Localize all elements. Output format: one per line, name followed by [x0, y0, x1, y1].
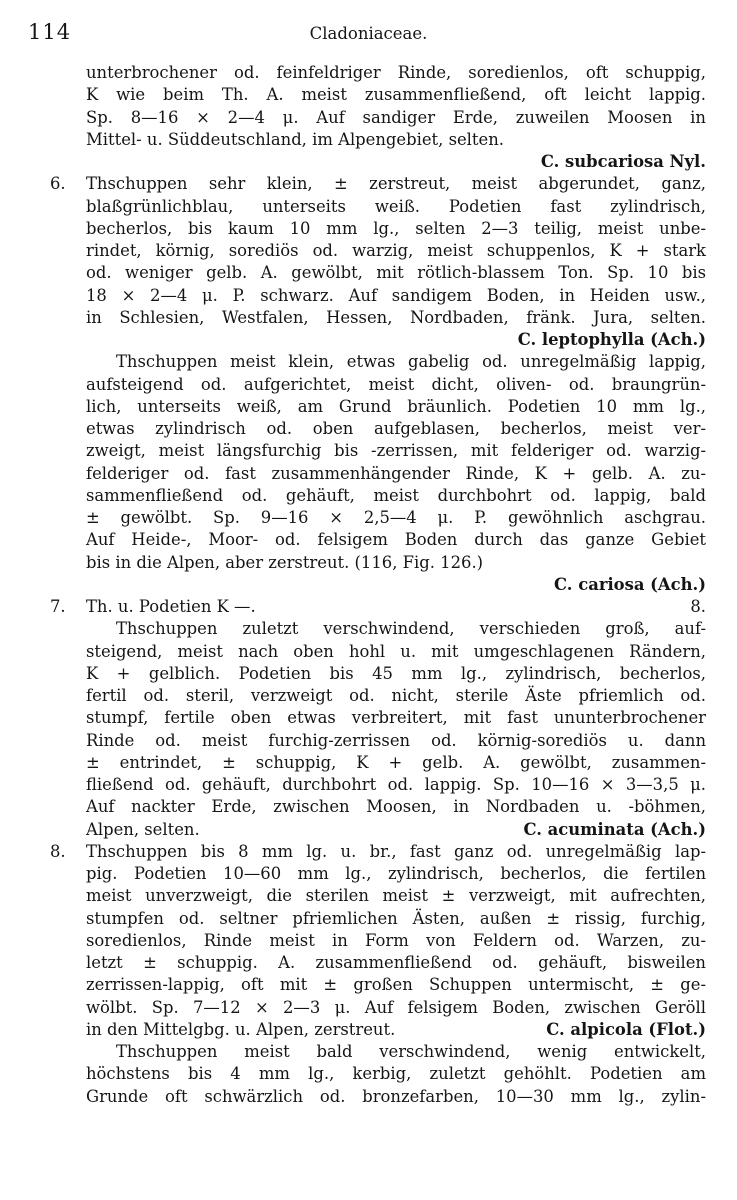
text-line: Sp. 8—16 × 2—4 μ. Auf sandiger Erde, zuweilen Moosen in	[86, 107, 706, 127]
text-line: K + gelblich. Podetien bis 45 mm lg., zylindrisch, becherlos,	[86, 663, 706, 683]
key-number: 7.	[50, 597, 66, 616]
key-line-text: Th. u. Podetien K —.	[86, 597, 256, 616]
text-line: bis in die Alpen, aber zerstreut. (116, Fig. 126.)	[86, 552, 484, 572]
key-reference: 8.	[690, 597, 706, 616]
text-line: letzt ± schuppig. A. zusammenfließend od. gehäuft, bisweilen	[86, 953, 706, 972]
body-text	[50, 62, 706, 1108]
text-line: fertil od. steril, verzweigt od. nicht, sterile Äste pfriemlich od.	[86, 686, 706, 705]
species-name-cariosa	[86, 574, 706, 596]
text-line: höchstens bis 4 mm lg., kerbig, zuletzt gehöhlt. Podetien am	[86, 1064, 706, 1084]
text-line: Thschuppen zuletzt verschwindend, verschieden groß, auf-	[116, 619, 706, 639]
text-line: ± gewölbt. Sp. 9—16 × 2,5—4 μ. P. gewöhnlich aschgrau.	[86, 508, 706, 527]
species-name-text: C. alpicola (Flot.)	[546, 1019, 706, 1039]
text-line: Alpen, selten.	[86, 819, 200, 839]
text-line: K wie beim Th. A. meist zusammenfließend, oft leicht lappig.	[86, 85, 706, 105]
text-line: zweigt, meist längsfurchig bis -zerrissen, mit felderiger od. warzig-	[86, 441, 706, 461]
species-name-text: C. cariosa (Ach.)	[554, 574, 706, 594]
key-number: 6.	[50, 174, 66, 194]
text-line: felderiger od. fast zusammenhängender Rinde, K + gelb. A. zu-	[86, 463, 706, 483]
text-line: Grunde oft schwärzlich od. bronzefarben, 10—30 mm lg., zylin-	[86, 1086, 706, 1106]
text-line: Thschuppen meist bald verschwindend, wenig entwickelt,	[116, 1042, 706, 1061]
text-line: ± entrindet, ± schuppig, K + gelb. A. gewölbt, zusammen-	[86, 752, 706, 772]
species-name-text: C. subcariosa Nyl.	[540, 152, 706, 171]
text-line: becherlos, bis kaum 10 mm lg., selten 2—3 teilig, meist unbe-	[86, 218, 706, 238]
key-item-8	[50, 841, 706, 863]
text-line: etwas zylindrisch od. oben aufgeblasen, becherlos, meist ver-	[86, 419, 706, 438]
species-line-acuminata	[86, 819, 706, 841]
text-line: Mittel- u. Süddeutschland, im Alpengebiet, selten.	[86, 129, 504, 149]
text-line: soredienlos, Rinde meist in Form von Feldern od. Warzen, zu-	[86, 930, 706, 950]
text-line: in den Mittelgbg. u. Alpen, zerstreut.	[86, 1019, 396, 1039]
key-item-6	[50, 173, 706, 195]
key-line-text: Thschuppen bis 8 mm lg. u. br., fast ganz od. unregelmäßig lap-	[86, 841, 706, 861]
text-line: Auf nackter Erde, zwischen Moosen, in Nordbaden u. -böhmen,	[86, 797, 706, 817]
text-line: stumpfen od. seltner pfriemlichen Ästen, außen ± rissig, furchig,	[86, 908, 706, 928]
text-line: unterbrochener od. feinfeldriger Rinde, soredienlos, oft schuppig,	[86, 63, 706, 82]
species-name-subcariosa	[86, 151, 706, 173]
text-line: zerrissen-lappig, oft mit ± großen Schuppen untermischt, ± ge-	[86, 975, 706, 995]
text-line: meist unverzweigt, die sterilen meist ± verzweigt, mit aufrechten,	[86, 886, 706, 906]
page-number: 114	[28, 20, 72, 44]
text-line: aufsteigend od. aufgerichtet, meist dicht, oliven- od. braungrün-	[86, 374, 706, 394]
species-line-alpicola	[86, 1019, 706, 1041]
text-line: pig. Podetien 10—60 mm lg., zylindrisch, becherlos, die fertilen	[86, 864, 706, 883]
text-line: stumpf, fertile oben etwas verbreitert, mit fast ununterbrochener	[86, 708, 706, 728]
text-line: od. weniger gelb. A. gewölbt, mit rötlich-blassem Ton. Sp. 10 bis	[86, 263, 706, 283]
text-line: Rinde od. meist furchig-zerrissen od. körnig-sorediös u. dann	[86, 730, 706, 750]
key-item-7	[50, 596, 706, 618]
species-name-text: C. leptophylla (Ach.)	[517, 330, 706, 349]
text-line: wölbt. Sp. 7—12 × 2—3 μ. Auf felsigem Boden, zwischen Geröll	[86, 997, 706, 1017]
text-line: lich, unterseits weiß, am Grund bräunlich. Podetien 10 mm lg.,	[86, 396, 706, 416]
text-line: in Schlesien, Westfalen, Hessen, Nordbaden, fränk. Jura, selten.	[86, 307, 706, 327]
text-line: fließend od. gehäuft, durchbohrt od. lappig. Sp. 10—16 × 3—3,5 μ.	[86, 775, 706, 794]
key-line-text: Thschuppen sehr klein, ± zerstreut, meist abgerundet, ganz,	[86, 174, 706, 194]
running-title: Cladoniaceae.	[309, 24, 428, 43]
text-line: sammenfließend od. gehäuft, meist durchbohrt od. lappig, bald	[86, 485, 706, 505]
text-line: 18 × 2—4 μ. P. schwarz. Auf sandigem Boden, in Heiden usw.,	[86, 285, 706, 305]
text-line: Auf Heide-, Moor- od. felsigem Boden durch das ganze Gebiet	[86, 530, 706, 550]
text-line: steigend, meist nach oben hohl u. mit umgeschlagenen Rändern,	[86, 641, 706, 661]
text-line: Thschuppen meist klein, etwas gabelig od. unregelmäßig lappig,	[116, 352, 706, 372]
species-name-leptophylla	[86, 329, 706, 351]
key-number: 8.	[50, 841, 66, 861]
text-line: blaßgrünlichblau, unterseits weiß. Podetien fast zylindrisch,	[86, 196, 706, 216]
species-name-text: C. acuminata (Ach.)	[523, 819, 706, 839]
text-line: rindet, körnig, sorediös od. warzig, meist schuppenlos, K + stark	[86, 241, 706, 260]
